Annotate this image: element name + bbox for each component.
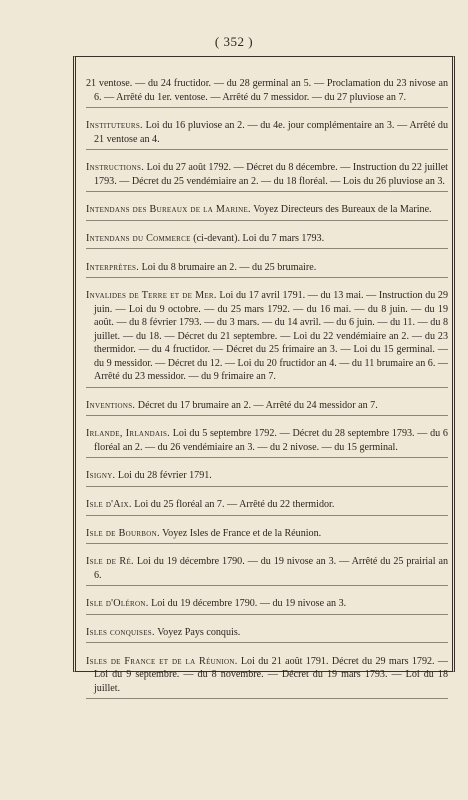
entry-head: Isle de Ré. [86, 556, 134, 568]
entry-head: Isles de France et de la Réunion. [86, 655, 238, 667]
entry-head: Irlande, Irlandais. [86, 428, 170, 440]
entry-text: 21 ventose. — du 24 fructidor. — du 28 germinal an 5. — Proclamation du 23 nivose an 6. — Arrêté du 1er. ventose. — Arrêté du 7 messidor. — du 27 pluviose an 7. [86, 78, 448, 103]
index-entry [86, 468, 448, 487]
entry-text: Voyez Isles de France et de la Réunion. [162, 527, 322, 539]
entry-head: Isigny. [86, 470, 116, 482]
entry-text: Loi du 27 août 1792. — Décret du 8 décembre. — Instruction du 22 juillet 1793. — Décret du 25 vendémiaire an 2. — du 18 floréal. — Lois du 26 pluviose an 3. [94, 162, 448, 187]
entry-head: Isle d'Aix. [86, 499, 132, 511]
index-entry [86, 497, 448, 516]
index-entry [86, 625, 448, 644]
entry-head: Isle d'Oléron. [86, 598, 149, 610]
entry-text: Voyez Pays conquis. [157, 626, 241, 638]
index-entry [86, 398, 448, 417]
entry-text: Décret du 17 brumaire an 2. — Arrêté du 24 messidor an 7. [137, 399, 378, 411]
index-entry [86, 118, 448, 150]
index-entry [86, 231, 448, 250]
entry-head: Instructions. [86, 162, 145, 174]
entry-head: Instituteurs. [86, 120, 143, 132]
index-entries [86, 66, 448, 701]
entry-text: (ci-devant). Loi du 7 mars 1793. [193, 232, 325, 244]
index-entry [86, 526, 448, 545]
entry-text: Loi du 8 brumaire an 2. — du 25 brumaire. [141, 261, 317, 273]
entry-text: Loi du 17 avril 1791. — du 13 mai. — Instruction du 29 juin. — Loi du 9 octobre. — du 25 mars 1792. — du 16 mai. — du 8 juin. — du 19 août. — du 8 février 1793. — du 3 mars. — du 14 avril. — du 6 juin. — du 11. — du 8 juillet. — du 18. — Décret du 21 septembre. — Loi du 22 vendémiaire an 2. — du 23 thermidor. — du 4 fructidor. — Décret du 25 frimaire an 3. — Loi du 15 germinal. — du 9 messidor. — Décret du 12. — Loi du 20 fructidor an 4. — du 11 brumaire an 6. — Arrêté du 23 messidor. — du 9 frimaire an 7. [94, 290, 448, 383]
index-entry [86, 76, 448, 108]
entry-head: Invalides de Terre et de Mer. [86, 290, 217, 302]
index-entry [86, 554, 448, 586]
entry-head: Isle de Bourbon. [86, 527, 160, 539]
entry-text: Loi du 5 septembre 1792. — Décret du 28 septembre 1793. — du 6 floréal an 2. — du 26 vendémiaire an 3. — du 2 nivose. — du 15 germinal. [94, 428, 448, 453]
entry-text: Loi du 19 décembre 1790. — du 19 nivose an 3. — Arrêté du 25 prairial an 6. [94, 556, 448, 581]
index-entry [86, 202, 448, 221]
index-entry [86, 260, 448, 279]
index-entry [86, 160, 448, 192]
index-entry [86, 426, 448, 458]
entry-text: Loi du 25 floréal an 7. — Arrêté du 22 thermidor. [134, 499, 335, 511]
entry-text: Voyez Directeurs des Bureaux de la Marine. [253, 204, 432, 216]
index-entry [86, 654, 448, 700]
entry-head: Isles conquises. [86, 626, 155, 638]
index-entry [86, 596, 448, 615]
page-number: ( 352 ) [214, 34, 254, 49]
entry-head: Intendans du Commerce [86, 232, 191, 244]
entry-head: Interprètes. [86, 261, 140, 273]
entry-head: Intendans des Bureaux de la Marine. [86, 204, 251, 216]
entry-head: Inventions. [86, 399, 136, 411]
index-entry [86, 288, 448, 388]
entry-text: Loi du 16 pluviose an 2. — du 4e. jour complémentaire an 3. — Arrêté du 21 ventose an 4. [94, 120, 448, 145]
entry-text: Loi du 19 décembre 1790. — du 19 nivose an 3. [151, 598, 347, 610]
entry-text: Loi du 21 août 1791. Décret du 29 mars 1792. — Loi du 9 septembre. — du 8 novembre. — Décret du 19 mars 1793. — Loi du 18 juillet. [94, 655, 448, 694]
entry-text: Loi du 28 février 1791. [117, 470, 212, 482]
